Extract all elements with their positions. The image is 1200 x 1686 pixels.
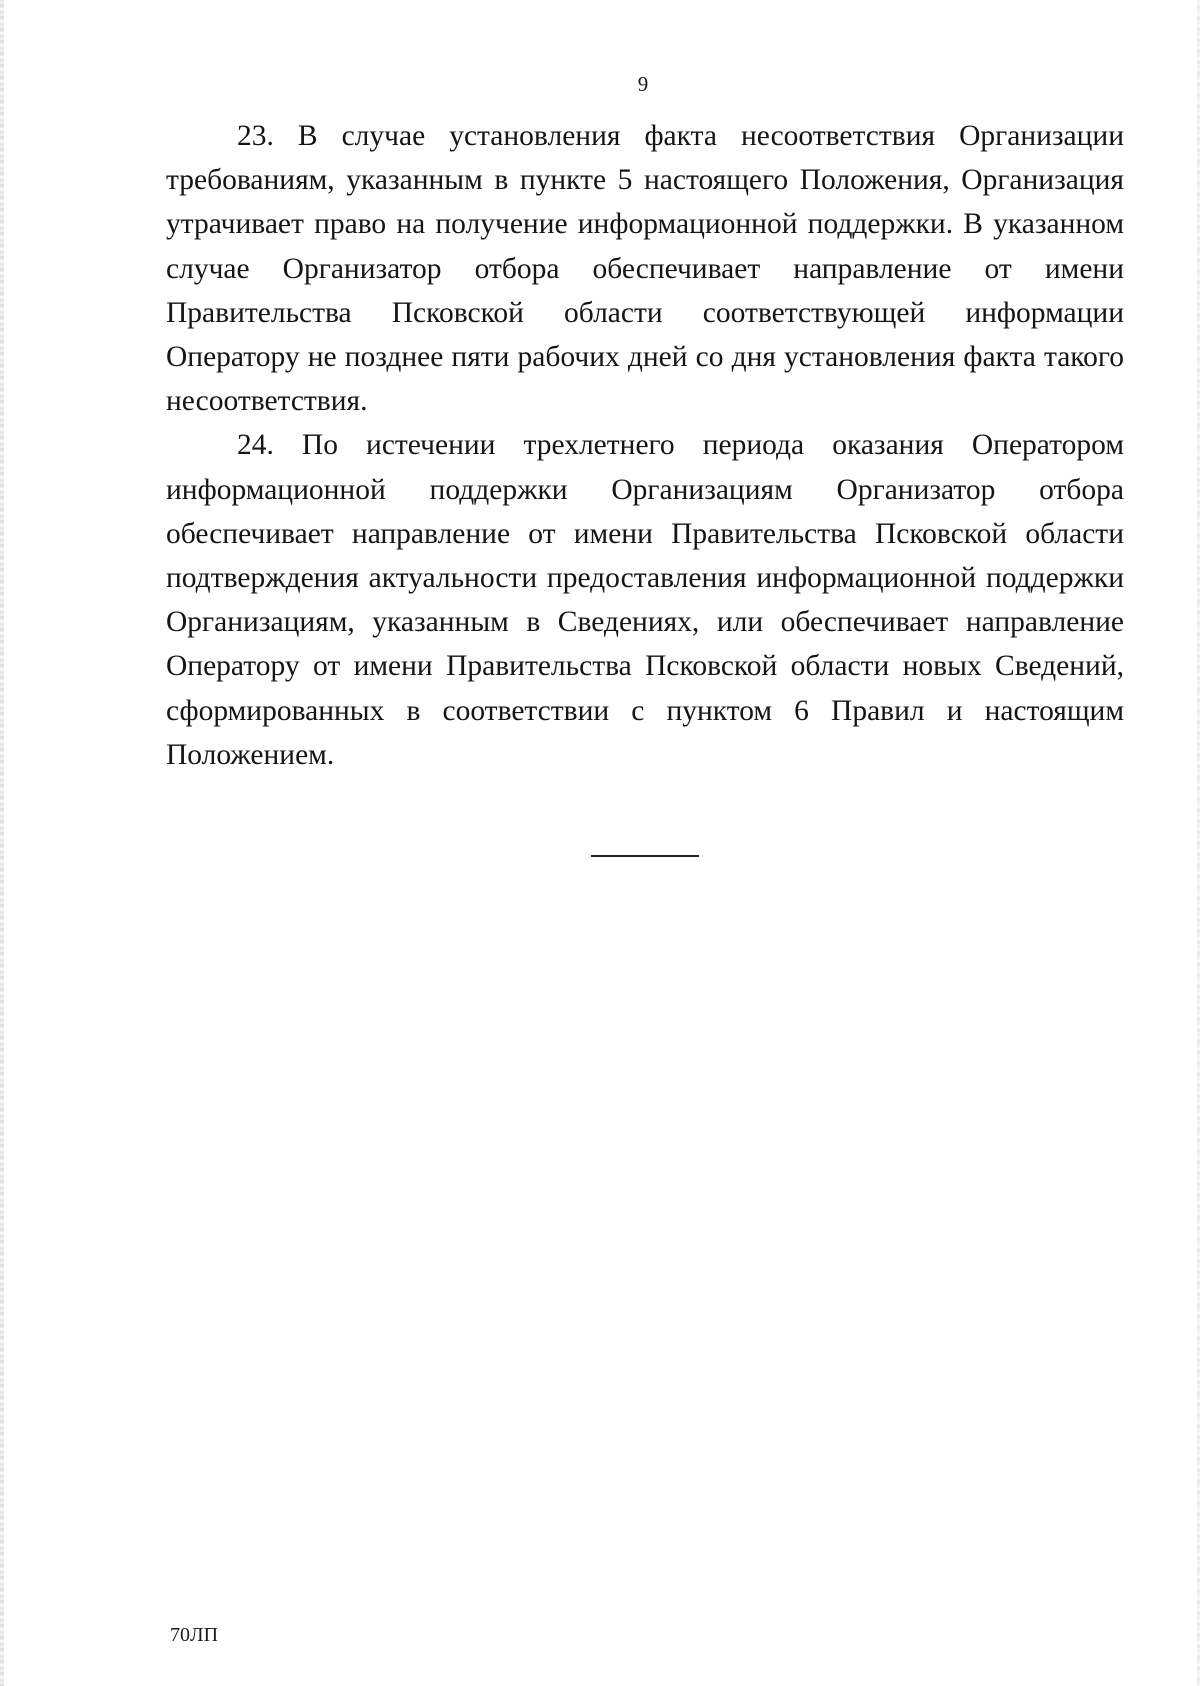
scan-edge-left — [0, 0, 4, 1686]
end-separator-line — [591, 855, 699, 857]
paragraph-23: 23. В случае установления факта несоответствия Организации требованиям, указанным в пункте 5 настоящего Положения, Организация утрачивает право на получение информационной поддержки. В указанном случае Организатор отбора обеспечивает направление от имени Правительства Псковской области соответствующей информации Оператору не позднее пяти рабочих дней со дня установления факта такого несоответствия. — [166, 120, 1124, 418]
footer-document-code: 70ЛП — [170, 1624, 219, 1646]
document-body — [166, 114, 1124, 777]
paragraph-24: 24. По истечении трехлетнего периода оказания Оператором информационной поддержки Организациям Организатор отбора обеспечивает направление от имени Правительства Псковской области подтверждения актуальности предоставления информационной поддержки Организациям, указанным в Сведениях, или обеспечивает направление Оператору от имени Правительства Псковской области новых Сведений, сформированных в соответствии с пунктом 6 Правил и настоящим Положением. — [166, 429, 1124, 771]
page-number: 9 — [637, 72, 649, 96]
